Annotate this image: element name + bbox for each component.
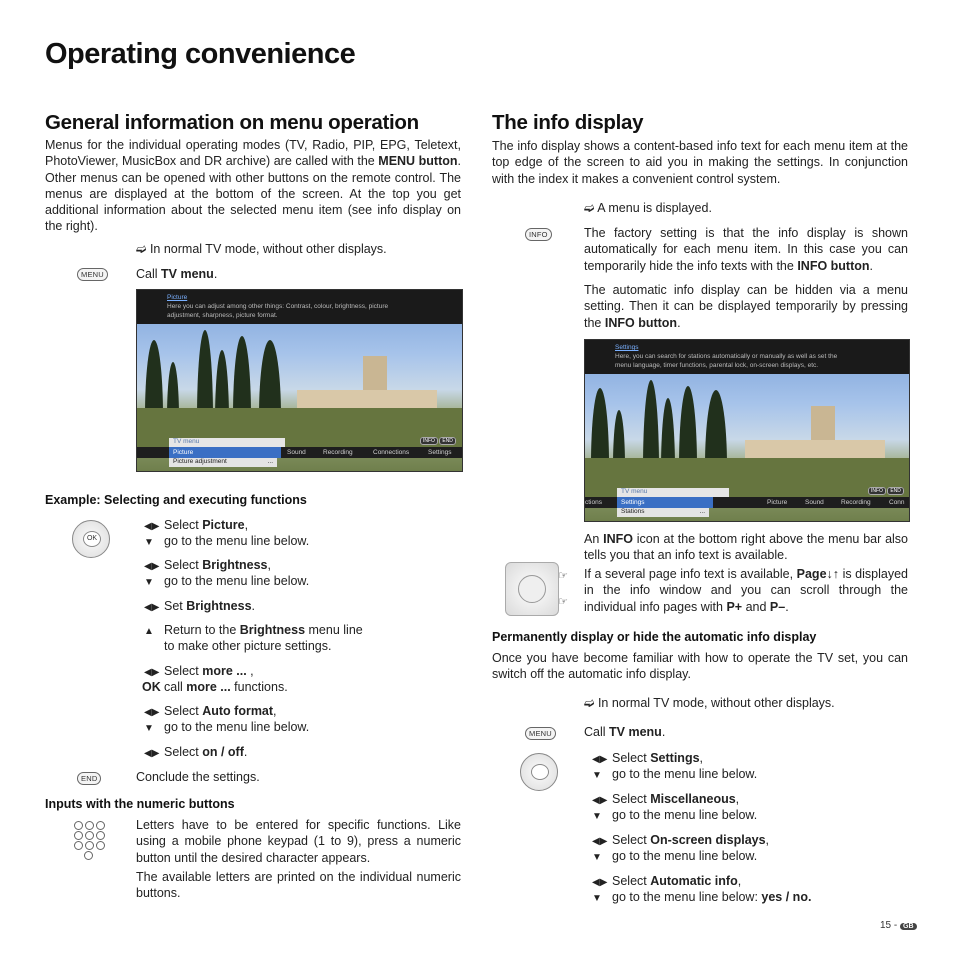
pointer-arrow-icon: ➫: [584, 201, 598, 215]
section-heading-menu-operation: General information on menu operation: [45, 111, 419, 134]
permanent-info-heading: Permanently display or hide the automatic info display: [492, 630, 817, 644]
step: ◀▶ Select Picture,: [144, 518, 249, 532]
info-title: Picture: [167, 294, 188, 301]
step: to make other picture settings.: [164, 639, 332, 653]
end-icon: END: [887, 487, 904, 495]
pointer-arrow-icon: ➫: [584, 696, 598, 710]
end-icon: END: [439, 437, 456, 445]
info-intro-paragraph: The info display shows a content-based info text for each menu item at the top edge of the screen to aid you in making the settings. In conjunction with the index it makes a convenient control system.: [492, 139, 908, 186]
step: ▼ go to the menu line below: yes / no.: [592, 890, 812, 904]
page-title: Operating convenience: [45, 38, 356, 70]
hand-pointer-icon: ☞: [558, 596, 568, 608]
tv-menu-screenshot: [136, 289, 463, 472]
numeric-heading: Inputs with the numeric buttons: [45, 797, 235, 811]
menu-item[interactable]: Recording: [323, 449, 353, 456]
info-paragraph-3: An INFO icon at the bottom right above the menu bar also tells you that an info text is available.: [584, 532, 908, 563]
menu-item-selected[interactable]: Picture: [169, 447, 281, 458]
end-key-icon: END: [77, 770, 101, 785]
menu-item[interactable]: Recording: [841, 499, 871, 506]
step: ◀▶ Set Brightness.: [144, 599, 256, 613]
menu-item[interactable]: Connections: [373, 449, 410, 456]
info-paragraph-4: If a several page info text is available, Page↓↑ is displayed in the info window and you can scroll through the individual info pages with P+ and P–.: [584, 567, 908, 614]
info-icon: INFO: [868, 487, 886, 495]
step: ◀▶ Select Settings,: [592, 751, 704, 765]
pre-step-normal-tv: ➫ In normal TV mode, without other displays.: [584, 696, 835, 710]
pre-step-normal-tv: ➫ In normal TV mode, without other displays.: [136, 242, 387, 256]
step: ▼ go to the menu line below.: [144, 534, 310, 548]
step: ▼ go to the menu line below.: [592, 767, 758, 781]
info-text-line: Here, you can search for stations automatically or manually as well as set the: [615, 353, 838, 360]
step: ▼ go to the menu line below.: [144, 574, 310, 588]
pre-step-menu-displayed: ➫ A menu is displayed.: [584, 201, 712, 215]
permanent-info-paragraph: Once you have become familiar with how to operate the TV set, you can switch off the automatic info display.: [492, 651, 908, 682]
numeric-paragraph-1: Letters have to be entered for specific functions. Like using a mobile phone keypad (1 to 9), press a numeric button until the desired character appears.: [136, 818, 461, 865]
numeric-paragraph-2: The available letters are printed on the individual numeric buttons.: [136, 870, 461, 901]
menu-key-icon: MENU: [525, 725, 556, 740]
step: ◀▶ Select On-screen displays,: [592, 833, 770, 847]
menu-label: TV menu: [617, 488, 729, 497]
page-number: 15 - GB: [880, 920, 917, 931]
step: ◀▶ Select more ... ,: [144, 664, 254, 678]
section-heading-info-display: The info display: [492, 111, 644, 134]
info-paragraph-1: The factory setting is that the info display is shown automatically for each menu item. In this case you can temporarily hide the info texts with the INFO button.: [584, 226, 908, 273]
step: ▼ go to the menu line below.: [144, 720, 310, 734]
info-text-line: menu language, timer functions, parental lock, on-screen displays, etc.: [615, 362, 819, 369]
numeric-keypad-icon: [73, 821, 109, 861]
info-display-bar: [137, 290, 462, 324]
submenu-item[interactable]: Picture adjustment ...: [169, 458, 277, 467]
menu-item[interactable]: ctions: [585, 499, 602, 506]
menu-bar: [585, 497, 909, 508]
step: ◀▶ Select Miscellaneous,: [592, 792, 740, 806]
country-badge: GB: [900, 923, 917, 930]
hand-pointer-icon: ☞: [558, 570, 568, 582]
menu-intro-paragraph: Menus for the individual operating modes (TV, Radio, PIP, EPG, Teletext, PhotoViewer, MusicBox and DR archive) are called with the MENU button. Other menus can be opened with other buttons on the remote control. The menus are displayed at the bottom of the screen. At the top you get additional information about the selected menu item (see info display on the right).: [45, 138, 461, 234]
info-text-line: adjustment, sharpness, picture format.: [167, 312, 278, 319]
info-paragraph-2: The automatic info display can be hidden via a menu setting. Then it can be displayed temporarily by pressing the INFO button.: [584, 283, 908, 330]
step: ◀▶ Select on / off.: [144, 745, 248, 759]
info-key-icon: INFO: [525, 226, 552, 241]
menu-item[interactable]: Settings: [428, 449, 452, 456]
end-step: Conclude the settings.: [136, 770, 260, 784]
submenu-item[interactable]: Stations ...: [617, 508, 709, 517]
menu-key-icon: MENU: [77, 266, 108, 281]
call-tv-menu-step: Call TV menu.: [584, 725, 666, 739]
menu-item[interactable]: Picture: [767, 499, 788, 506]
ok-dial-icon: OK: [72, 520, 110, 558]
step: OK call more ... functions.: [142, 680, 288, 694]
step: ▼ go to the menu line below.: [592, 808, 758, 822]
menu-item[interactable]: Sound: [287, 449, 306, 456]
remote-dial-icon: [505, 562, 568, 616]
info-text-line: Here you can adjust among other things: Contrast, colour, brightness, picture: [167, 303, 389, 310]
example-heading: Example: Selecting and executing functions: [45, 493, 307, 507]
step: ◀▶ Select Brightness,: [144, 558, 271, 572]
settings-menu-screenshot: [584, 339, 910, 522]
call-tv-menu-step: Call TV menu.: [136, 267, 218, 281]
ok-dial-icon: [520, 753, 558, 791]
step: ◀▶ Select Automatic info,: [592, 874, 742, 888]
step: ◀▶ Select Auto format,: [144, 704, 277, 718]
info-title: Settings: [615, 344, 639, 351]
info-icon: INFO: [420, 437, 438, 445]
menu-item[interactable]: Conn: [889, 499, 905, 506]
step: ▼ go to the menu line below.: [592, 849, 758, 863]
info-display-bar: [585, 340, 909, 374]
pointer-arrow-icon: ➫: [136, 242, 150, 256]
step: ▲ Return to the Brightness menu line: [144, 623, 363, 637]
menu-label: TV menu: [169, 438, 285, 447]
menu-bar: [137, 447, 462, 458]
menu-item[interactable]: Sound: [805, 499, 824, 506]
menu-item-selected[interactable]: Settings: [617, 497, 713, 508]
